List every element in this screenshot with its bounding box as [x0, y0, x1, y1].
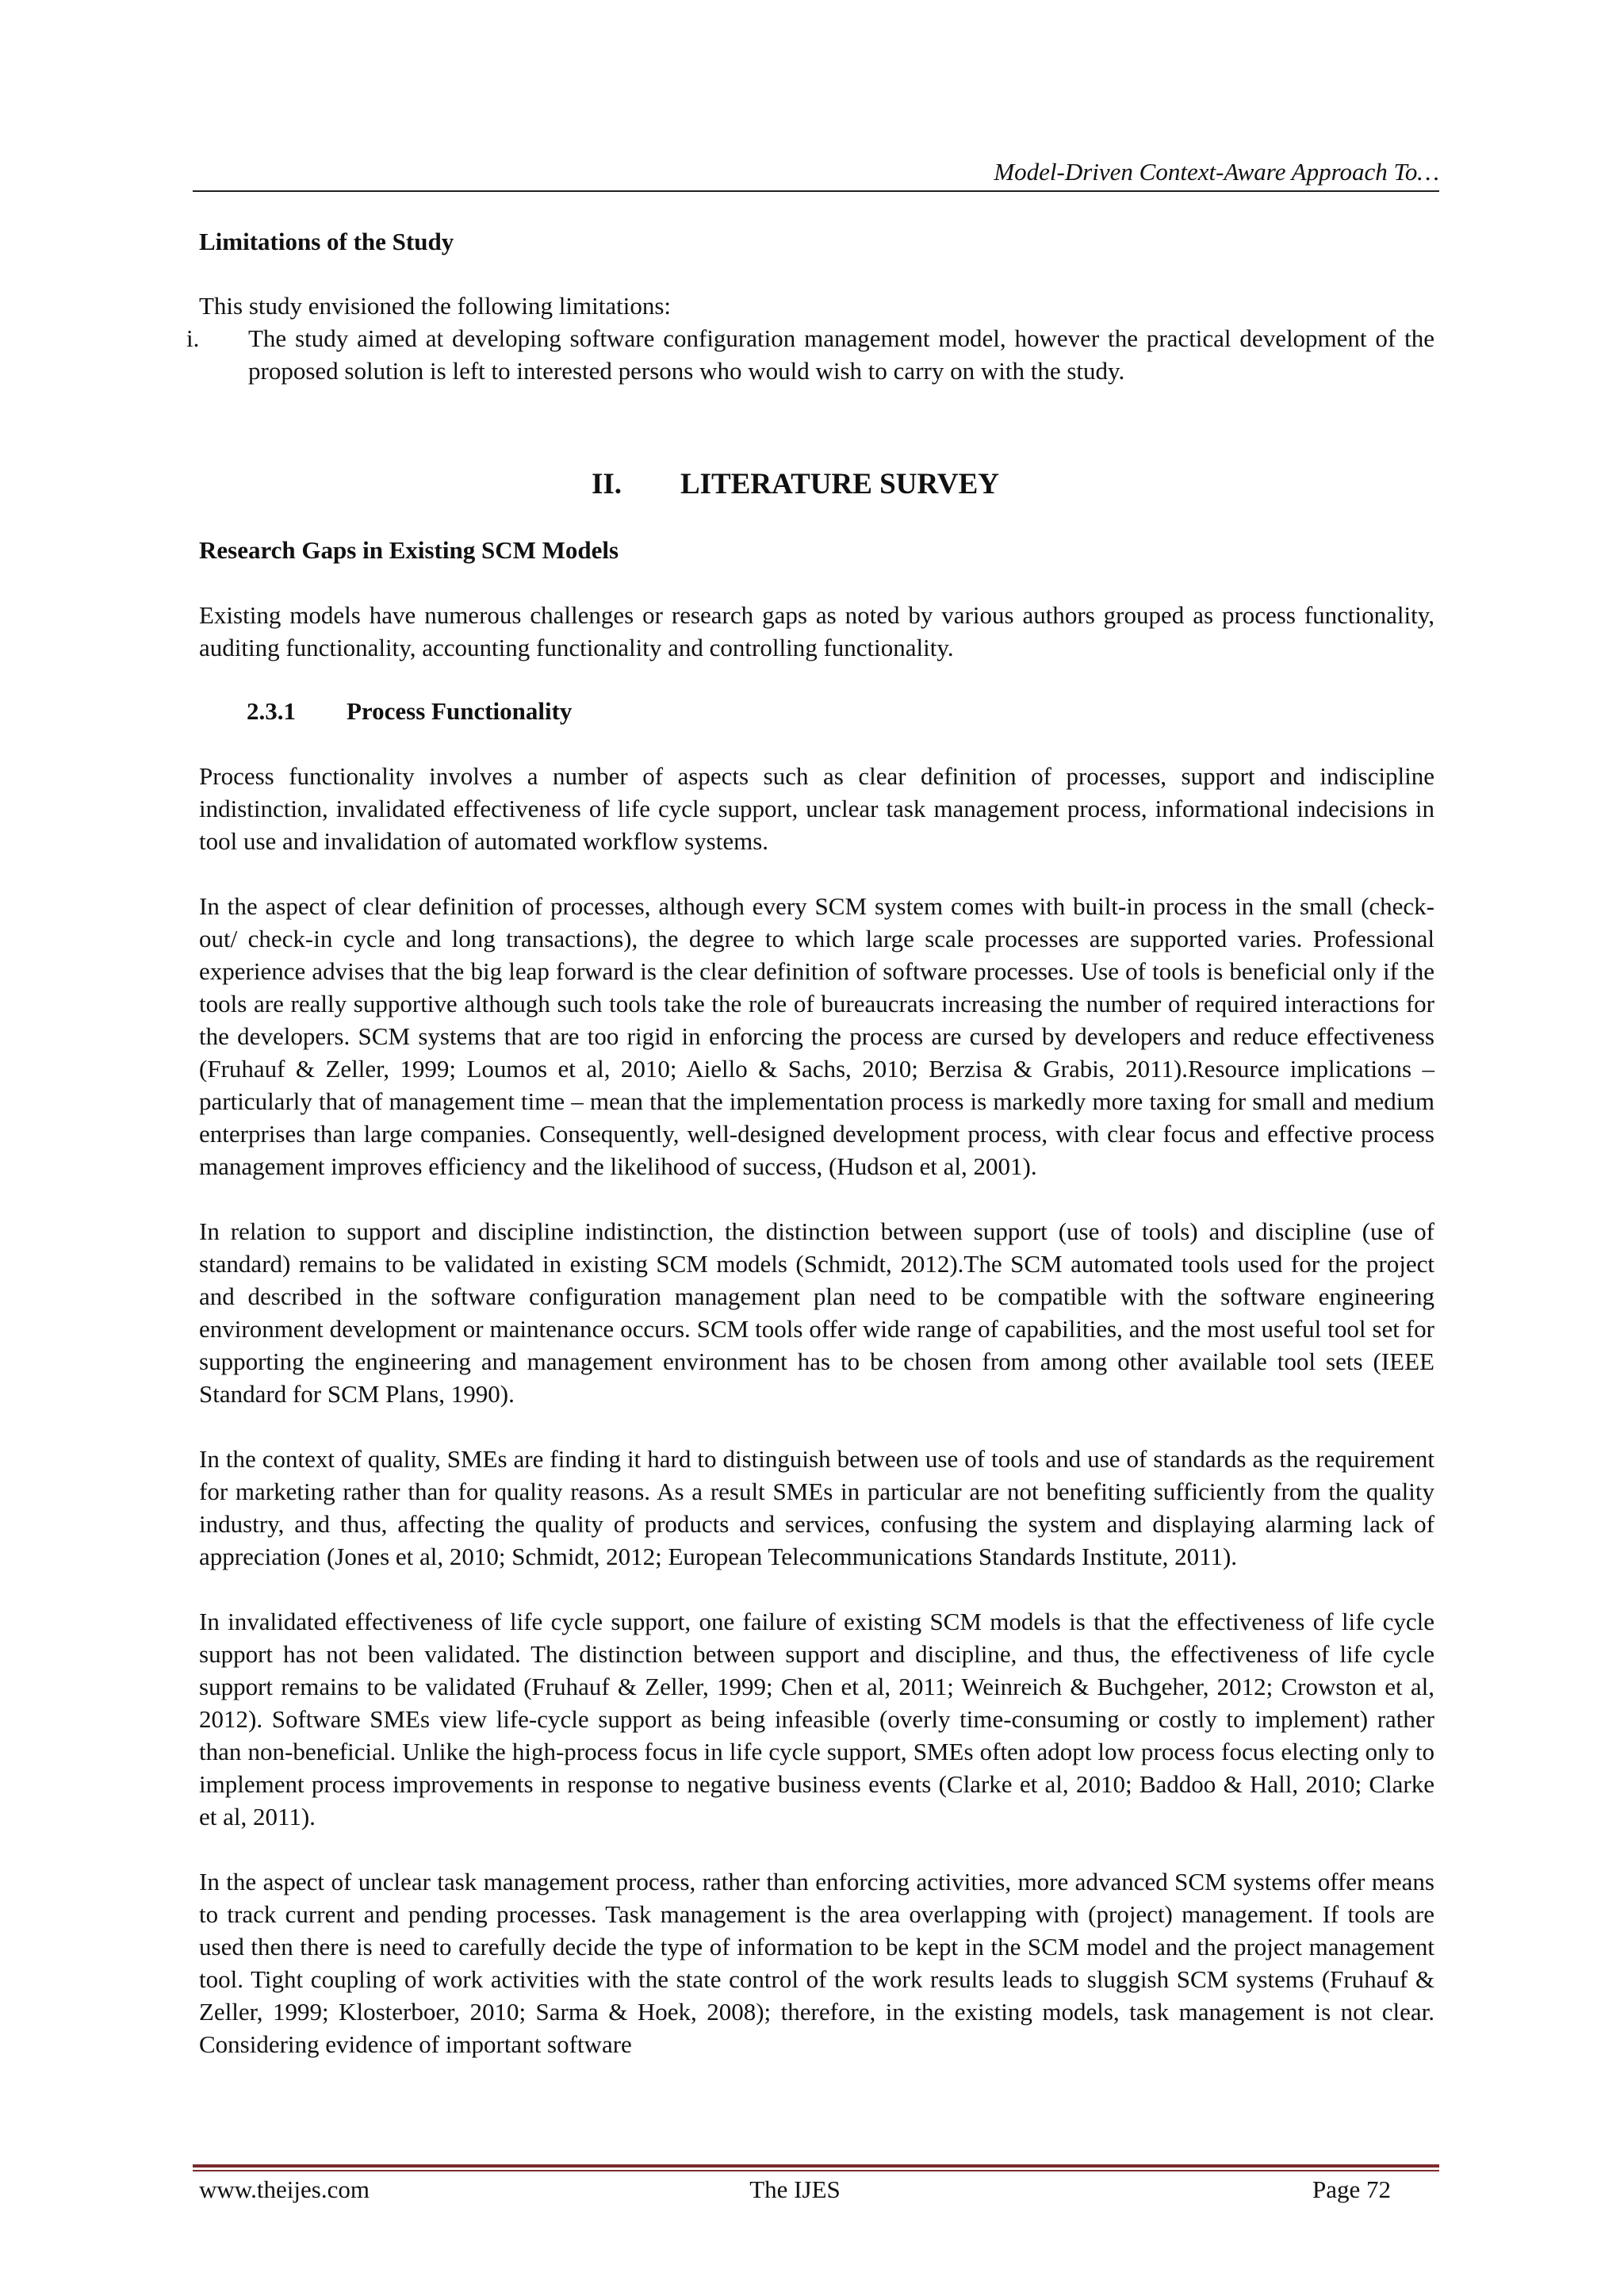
limitations-intro: This study envisioned the following limitations:: [199, 292, 671, 320]
list-marker: i.: [186, 324, 200, 352]
running-title: Model-Driven Context-Aware Approach To…: [994, 158, 1439, 186]
list-item: [186, 322, 1434, 387]
body-paragraph: In invalidated effectiveness of life cycle support, one failure of existing SCM models is that the effectiveness of life cycle support has not been validated. The distinction between support and discipline, and thus, the effectiveness of life cycle support remains to be validated (Fruhauf & Zeller, 1999; Chen et al, 2011; Weinreich & Buchgeher, 2012; Crowston et al, 2012). Software SMEs view life-cycle support as being infeasible (overly time-consuming or costly to implement) rather than non-beneficial. Unlike the high-process focus in life cycle support, SMEs often adopt low process focus electing only to implement process improvements in response to negative business events (Clarke et al, 2010; Baddoo & Hall, 2010; Clarke et al, 2011).: [199, 1608, 1434, 1830]
section-number: II.: [591, 468, 622, 500]
section-heading: [199, 466, 1434, 503]
subsection-heading: [199, 695, 1434, 727]
research-gaps-heading: Research Gaps in Existing SCM Models: [199, 536, 619, 564]
body-paragraph: In the aspect of clear definition of processes, although every SCM system comes with built-in process in the small (check-out/ check-in cycle and long transactions), the degree to which large scale processes are supported varies. Professional experience advises that the big leap forward is the clear definition of software processes. Use of tools is beneficial only if the tools are really supportive although such tools take the role of bureaucrats increasing the number of required interactions for the developers. SCM systems that are too rigid in enforcing the process are cursed by developers and reduce effectiveness (Fruhauf & Zeller, 1999; Loumos et al, 2010; Aiello & Sachs, 2010; Berzisa & Grabis, 2011).Resource implications – particularly that of management time – mean that the implementation process is markedly more taxing for small and medium enterprises than large companies. Consequently, well-designed development process, with clear focus and effective process management improves efficiency and the likelihood of success, (Hudson et al, 2001).: [199, 892, 1434, 1180]
footer-rule-thin: [193, 2170, 1439, 2171]
subsection-title: Process Functionality: [347, 697, 573, 725]
page-footer: [199, 2173, 1391, 2206]
page-content: [186, 225, 1434, 2060]
header-rule: [193, 190, 1439, 192]
subsection-number: 2.3.1: [247, 697, 296, 725]
research-gaps-paragraph: Existing models have numerous challenges or research gaps as noted by various authors grouped as process functionality, auditing functionality, accounting functionality and controlling functionality.: [199, 601, 1434, 661]
footer-journal: The IJES: [749, 2175, 841, 2203]
body-paragraph: In relation to support and discipline indistinction, the distinction between support (use of tools) and discipline (use of standard) remains to be validated in existing SCM models (Schmidt, 2012).The SCM automated tools used for the project and described in the software configuration management plan need to be compatible with the software engineering environment development or maintenance occurs. SCM tools offer wide range of capabilities, and the most useful tool set for supporting the engineering and management environment has to be chosen from among other available tool sets (IEEE Standard for SCM Plans, 1990).: [199, 1217, 1434, 1408]
body-paragraph: In the aspect of unclear task management process, rather than enforcing activities, more advanced SCM systems offer means to track current and pending processes. Task management is the area overlapping with (project) management. If tools are used then there is need to carefully decide the type of information to be kept in the SCM model and the project management tool. Tight coupling of work activities with the state control of the work results leads to sluggish SCM systems (Fruhauf & Zeller, 1999; Klosterboer, 2010; Sarma & Hoek, 2008); therefore, in the existing models, task management is not clear. Considering evidence of important software: [199, 1868, 1434, 2058]
limitations-list: [186, 322, 1434, 387]
limitations-heading: Limitations of the Study: [199, 228, 454, 255]
section-title: LITERATURE SURVEY: [680, 468, 999, 500]
body-paragraph: Process functionality involves a number of aspects such as clear definition of processes, support and indiscipline indistinction, invalidated effectiveness of life cycle support, unclear task management process, informational indecisions in tool use and invalidation of automated workflow systems.: [199, 762, 1434, 855]
footer-rule: [193, 2164, 1439, 2168]
body-paragraph: In the context of quality, SMEs are finding it hard to distinguish between use of tools and use of standards as the requirement for marketing rather than for quality reasons. As a result SMEs in particular are not benefiting sufficiently from the quality industry, and thus, affecting the quality of products and services, confusing the system and displaying alarming lack of appreciation (Jones et al, 2010; Schmidt, 2012; European Telecommunications Standards Institute, 2011).: [199, 1445, 1434, 1570]
footer-website[interactable]: www.theijes.com: [199, 2175, 370, 2203]
list-item-text: The study aimed at developing software configuration management model, however the practical development of the proposed solution is left to interested persons who would wish to carry on with the study.: [248, 324, 1434, 385]
page-number: Page 72: [1312, 2175, 1391, 2203]
